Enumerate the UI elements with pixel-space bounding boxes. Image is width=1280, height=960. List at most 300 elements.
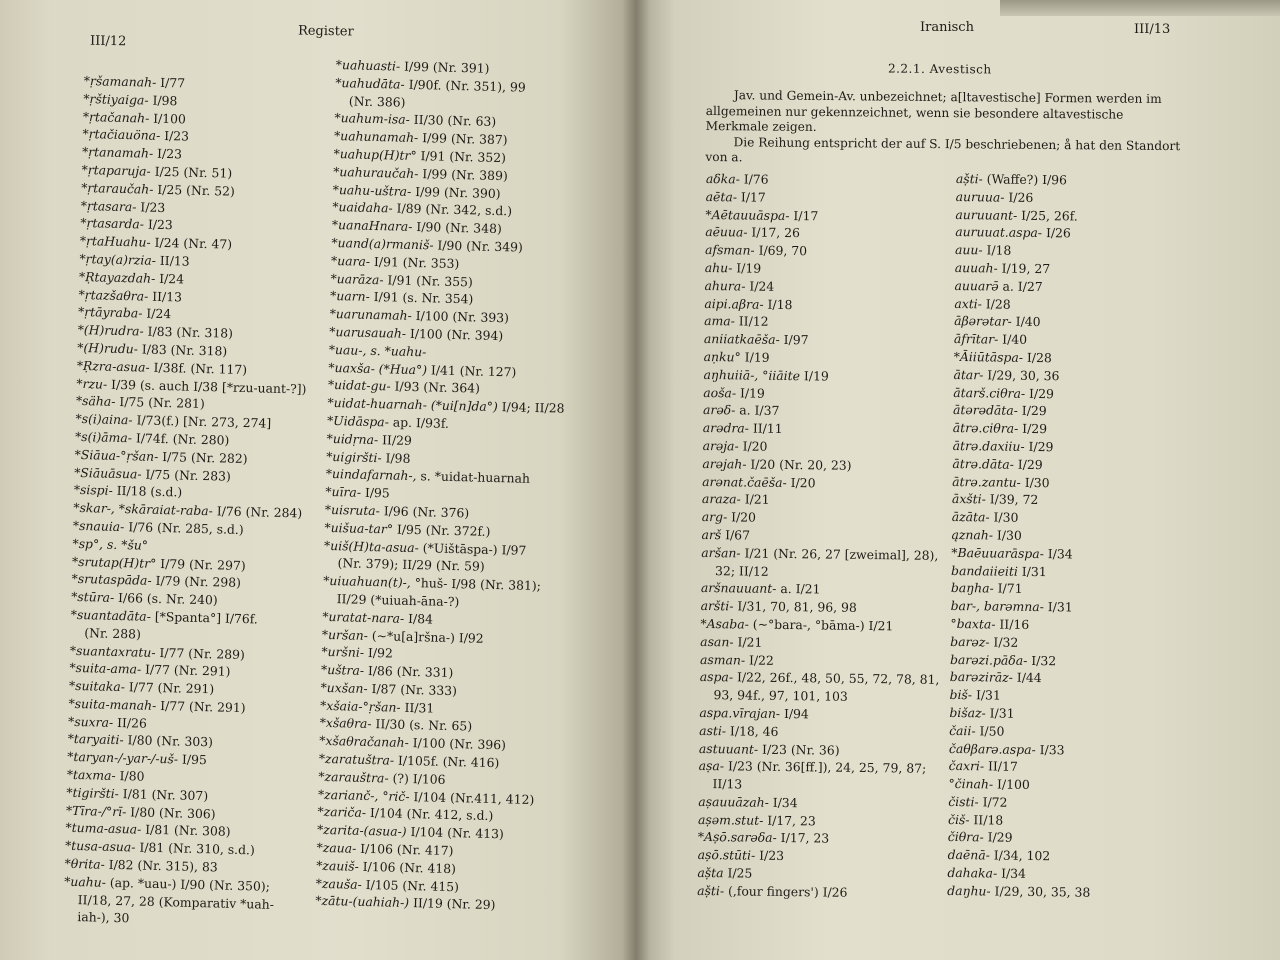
entry-reference: II/13 bbox=[152, 288, 183, 305]
entry-reference: I/19 bbox=[736, 260, 762, 276]
entry-lemma: *ṛtasarda- bbox=[80, 215, 145, 232]
entry-reference: a. I/27 bbox=[1002, 278, 1043, 294]
entry-lemma: aṣa- bbox=[698, 758, 725, 774]
entry-reference: I/17 bbox=[793, 207, 819, 223]
entry-lemma: *snauia- bbox=[72, 517, 125, 535]
entry-reference: °huš- I/98 (Nr. 381); bbox=[414, 575, 542, 594]
entry-lemma: *xšaθra- bbox=[319, 715, 372, 732]
entry-reference: I/99 (Nr. 391) bbox=[403, 58, 490, 76]
index-entry bbox=[956, 170, 1099, 190]
entry-lemma: *uara- bbox=[330, 252, 371, 269]
index-entry bbox=[699, 722, 939, 743]
entry-reference: I/20 (Nr. 20, 23) bbox=[750, 456, 852, 473]
entry-lemma: *uarunamah- bbox=[329, 306, 413, 324]
entry-lemma: bandaiieiti bbox=[951, 562, 1018, 579]
entry-lemma: aṣauuāzah- bbox=[698, 793, 769, 810]
entry-reference: I/106 (Nr. 417) bbox=[360, 840, 454, 859]
right-running-head: Iranisch bbox=[920, 20, 974, 35]
entry-reference: (~*u[a]ršna-) I/92 bbox=[371, 627, 484, 646]
entry-lemma: *Ṛzra-asua- bbox=[76, 357, 150, 375]
index-entry bbox=[954, 277, 1097, 297]
entry-reference: I/50 bbox=[979, 723, 1005, 739]
index-entry bbox=[952, 508, 1095, 528]
entry-reference: I/34 bbox=[1047, 545, 1073, 562]
entry-reference: I/20 bbox=[731, 509, 757, 525]
entry-lemma: araza- bbox=[701, 491, 741, 507]
intro-paragraph: Die Reihung entspricht der auf S. I/5 beschriebenen; å hat den Standort von a. bbox=[705, 134, 1181, 165]
entry-lemma: *Āiiūtāspa- bbox=[953, 348, 1024, 365]
entry-lemma: *suita-ama- bbox=[69, 660, 142, 677]
entry-lemma: *tuma-asua- bbox=[65, 820, 142, 838]
entry-reference: I/28 bbox=[985, 295, 1011, 312]
entry-lemma: axti- bbox=[954, 295, 982, 311]
entry-lemma: *uaidaha- bbox=[332, 199, 393, 216]
entry-reference: I/79 (Nr. 298) bbox=[155, 573, 242, 591]
index-entry bbox=[700, 633, 940, 654]
entry-reference: I/77 (Nr. 291) bbox=[128, 679, 215, 697]
index-entry bbox=[954, 330, 1097, 350]
entry-reference: I/84 bbox=[407, 610, 434, 627]
entry-reference: (*Uištāspa-) I/97 bbox=[422, 539, 527, 558]
entry-lemma: aoša- bbox=[703, 384, 737, 400]
entry-lemma: aṣ̌ti- bbox=[955, 170, 983, 187]
entry-reference: I/29 bbox=[1022, 420, 1048, 437]
entry-lemma: arənat.čaēša- bbox=[702, 473, 787, 490]
index-entry bbox=[952, 455, 1095, 475]
entry-lemma: ama- bbox=[704, 313, 735, 329]
entry-reference: I/72 bbox=[982, 794, 1008, 810]
entry-reference: I/17, 23 bbox=[767, 812, 816, 829]
index-entry bbox=[950, 615, 1093, 635]
entry-lemma: ātarš.ciθra- bbox=[953, 384, 1026, 401]
entry-lemma: dahaka- bbox=[947, 865, 998, 881]
entry-reference: I/67 bbox=[725, 527, 751, 543]
entry-lemma: barəzi.pāδa- bbox=[949, 651, 1028, 668]
entry-lemma: *stūra- bbox=[70, 588, 115, 606]
index-entry bbox=[948, 793, 1091, 813]
entry-reference: I/29 bbox=[1028, 438, 1054, 455]
entry-reference: I/30 bbox=[1024, 474, 1050, 490]
entry-reference: II/30 (s. Nr. 65) bbox=[375, 716, 473, 735]
entry-lemma: *(H)rudra- bbox=[77, 322, 144, 339]
index-entry bbox=[952, 473, 1095, 493]
entry-reference: I/69, 70 bbox=[758, 242, 808, 259]
entry-reference: I/31 bbox=[1021, 563, 1047, 579]
entry-reference: I/21 (Nr. 26, 27 [zweimal], 28), bbox=[744, 545, 939, 563]
entry-lemma: ātrə.ciθra- bbox=[952, 420, 1019, 436]
page-edge-stack bbox=[1000, 0, 1280, 16]
entry-lemma: *säha- bbox=[75, 393, 116, 410]
entry-reference: I/19 bbox=[803, 367, 829, 384]
entry-reference: II/31 bbox=[404, 699, 435, 716]
entry-lemma: auuarə̄ bbox=[954, 277, 999, 294]
index-entry bbox=[950, 633, 1093, 653]
entry-reference: I/34 bbox=[1001, 865, 1027, 881]
entry-lemma: *uahum-isa- bbox=[334, 110, 411, 128]
entry-lemma: aŋhuiiā-, °iiāite bbox=[703, 366, 801, 383]
entry-lemma: ātrə.zantu- bbox=[952, 473, 1021, 490]
entry-reference: I/98 bbox=[385, 449, 411, 466]
entry-lemma: āβərətar- bbox=[954, 313, 1012, 330]
entry-reference: iah-), 30 bbox=[77, 909, 130, 926]
entry-lemma: *s(i)āma- bbox=[74, 428, 133, 446]
entry-lemma: bišaz- bbox=[949, 704, 986, 721]
entry-lemma: arəjah- bbox=[702, 455, 747, 472]
entry-lemma: čaxri- bbox=[948, 758, 985, 774]
entry-lemma: *rzu- bbox=[76, 375, 108, 392]
entry-lemma: *Asaba- bbox=[700, 615, 749, 632]
entry-reference: II/12 bbox=[738, 313, 769, 330]
entry-reference: I/100 (Nr. 394) bbox=[409, 325, 504, 344]
entry-reference: a. I/37 bbox=[739, 402, 780, 419]
entry-lemma: aniiatkaēša- bbox=[703, 331, 780, 348]
entry-lemma: baŋha- bbox=[950, 580, 994, 596]
entry-reference: I/19 bbox=[739, 384, 765, 401]
entry-lemma: *ṛšamanah- bbox=[83, 72, 157, 90]
entry-lemma: *zauša- bbox=[315, 875, 362, 892]
entry-reference: I/32 bbox=[1031, 652, 1057, 668]
entry-lemma: *Tīra-/°rī- bbox=[65, 802, 127, 819]
entry-reference: I/22 bbox=[748, 652, 774, 668]
entry-reference: (?) I/106 bbox=[392, 770, 446, 787]
entry-lemma: *srutap(H)tr° bbox=[71, 553, 157, 571]
index-entry bbox=[954, 312, 1097, 332]
index-entry bbox=[953, 384, 1096, 404]
entry-lemma: arš bbox=[701, 526, 722, 543]
entry-reference: I/87 (Nr. 333) bbox=[371, 680, 458, 699]
entry-reference: I/44 bbox=[1016, 670, 1042, 686]
entry-lemma: *Baēuuarāspa- bbox=[951, 544, 1044, 561]
entry-lemma: *taryan-/-yar-/-uš- bbox=[67, 749, 179, 767]
entry-reference: I/32 bbox=[993, 634, 1019, 650]
entry-reference: I/77 (Nr. 289) bbox=[159, 644, 246, 662]
entry-reference: II/30 (Nr. 63) bbox=[413, 112, 497, 130]
entry-reference: II/29 bbox=[381, 431, 413, 448]
entry-reference: I/18, 46 bbox=[729, 723, 779, 739]
entry-lemma: auruua- bbox=[955, 188, 1005, 205]
entry-reference: I/24 (Nr. 47) bbox=[154, 234, 233, 252]
entry-reference: I/29 bbox=[1028, 385, 1055, 401]
entry-reference: I/26 bbox=[1008, 189, 1034, 205]
index-entry bbox=[706, 188, 946, 209]
entry-lemma: ātrə.daxiiu- bbox=[952, 437, 1025, 454]
entry-reference: (Nr. 379); II/29 (Nr. 59) bbox=[337, 555, 485, 575]
entry-reference: I/30 bbox=[993, 509, 1019, 525]
index-entry bbox=[947, 882, 1090, 902]
entry-lemma: *ṛtačiauöna- bbox=[82, 126, 161, 144]
entry-reference: II/18, 27, 28 (Komparativ *uah- bbox=[77, 891, 275, 912]
entry-reference: I/90 (Nr. 349) bbox=[437, 237, 523, 255]
entry-lemma: bar-, barəmna- bbox=[950, 598, 1044, 615]
entry-lemma: *ṛtaHuahu- bbox=[79, 233, 151, 250]
entry-reference: (Nr. 288) bbox=[84, 624, 142, 642]
entry-reference: I/104 (Nr. 413) bbox=[410, 824, 504, 842]
entry-lemma: ahura- bbox=[704, 277, 746, 294]
entry-reference: I/91 (Nr. 353) bbox=[373, 253, 460, 271]
entry-lemma: *tigiršti- bbox=[66, 784, 120, 801]
entry-lemma: čaii- bbox=[949, 722, 976, 738]
entry-lemma: *ṛtačanah- bbox=[82, 108, 150, 126]
index-entry bbox=[953, 437, 1096, 457]
entry-lemma: *ṛtaparuja- bbox=[81, 161, 151, 179]
entry-reference: I/22, 26f., 48, 50, 55, 72, 78, 81, bbox=[736, 669, 940, 688]
entry-lemma: *(H)rudu- bbox=[77, 339, 139, 357]
entry-reference: I/91 (Nr. 355) bbox=[387, 271, 474, 289]
entry-reference: I/100 bbox=[997, 776, 1030, 793]
entry-reference: I/76 bbox=[743, 171, 769, 187]
entry-lemma: aēuua- bbox=[705, 224, 748, 240]
entry-reference: 32; II/12 bbox=[715, 562, 769, 579]
entry-reference: II/11 bbox=[752, 420, 783, 437]
entry-reference: I/40 bbox=[1015, 314, 1041, 330]
entry-lemma: *uršni- bbox=[321, 644, 365, 661]
entry-reference: II/13 bbox=[712, 776, 743, 792]
entry-lemma: ātrə.dāta- bbox=[952, 455, 1014, 472]
entry-lemma: *taryaiti- bbox=[67, 731, 124, 748]
index-entry bbox=[950, 650, 1093, 670]
entry-reference: [*Spanta°] I/76f. bbox=[154, 608, 259, 627]
entry-reference: II/29 (*uiuah-āna-?) bbox=[336, 591, 460, 610]
entry-reference: I/31 bbox=[1047, 599, 1073, 615]
index-entry bbox=[949, 739, 1092, 759]
entry-lemma: auruuat.aspa- bbox=[955, 224, 1043, 241]
entry-lemma: *Siāuāsua- bbox=[74, 464, 142, 482]
entry-lemma: *xšaθračanah- bbox=[319, 733, 409, 751]
entry-reference: I/81 (Nr. 308) bbox=[145, 822, 231, 840]
entry-reference: I/19, 27 bbox=[1001, 260, 1051, 277]
entry-reference: (ap. *uau-) I/90 (Nr. 350); bbox=[109, 874, 271, 894]
index-entry bbox=[955, 206, 1098, 226]
entry-reference: I/29 bbox=[1021, 403, 1047, 419]
entry-reference: I/91 (s. Nr. 354) bbox=[373, 289, 474, 307]
entry-lemma: *θrita- bbox=[64, 855, 105, 872]
right-page-number: III/13 bbox=[1134, 22, 1171, 37]
entry-lemma: *zātu-(uahiah-) bbox=[315, 893, 410, 911]
entry-lemma: *uidat-huarnah- (*ui[n]da°) bbox=[327, 395, 499, 415]
index-entry bbox=[948, 775, 1091, 795]
entry-lemma: *zariča- bbox=[317, 804, 367, 821]
entry-lemma: arəδ- bbox=[702, 402, 736, 418]
entry-lemma: daēnā- bbox=[947, 847, 990, 863]
entry-lemma: auruuant- bbox=[955, 206, 1018, 223]
entry-reference: I/18 bbox=[767, 296, 793, 312]
entry-reference: I/29, 30, 36 bbox=[987, 367, 1060, 384]
entry-reference: I/99 (Nr. 387) bbox=[421, 130, 508, 148]
entry-lemma: *srutaspāda- bbox=[71, 571, 152, 589]
entry-lemma: aṣ̌ta bbox=[697, 865, 724, 881]
entry-lemma: aršti- bbox=[700, 598, 734, 614]
entry-reference: II/19 (Nr. 29) bbox=[412, 895, 496, 913]
entry-reference: (~°bara-, °bāma-) I/21 bbox=[752, 616, 894, 634]
entry-lemma: *uīra- bbox=[325, 483, 362, 500]
entry-reference: I/76 (Nr. 285, s.d.) bbox=[128, 519, 244, 537]
entry-reference: I/100 bbox=[153, 110, 187, 127]
entry-lemma: *uidat-gu- bbox=[327, 377, 391, 394]
entry-reference: I/90 (Nr. 348) bbox=[416, 219, 502, 237]
entry-lemma: astuuant- bbox=[698, 740, 759, 757]
index-entry bbox=[948, 828, 1091, 848]
entry-lemma: arəja- bbox=[702, 437, 739, 454]
right-index-column-2 bbox=[947, 170, 1099, 901]
entry-lemma: *uarusauah- bbox=[329, 323, 407, 341]
left-page-number: III/12 bbox=[89, 33, 127, 50]
entry-reference: I/89 (Nr. 342, s.d.) bbox=[396, 200, 513, 219]
entry-reference: I/77 (Nr. 291) bbox=[160, 697, 246, 716]
entry-reference: I/66 (s. Nr. 240) bbox=[117, 590, 218, 608]
entry-lemma: *ṛtazšaθra- bbox=[78, 286, 149, 304]
left-page bbox=[0, 0, 636, 960]
entry-lemma: āfrītar- bbox=[953, 331, 999, 347]
entry-lemma: arg- bbox=[701, 509, 728, 525]
entry-reference: I/17 bbox=[740, 189, 766, 205]
entry-reference: I/25 bbox=[727, 865, 753, 881]
entry-lemma: asti- bbox=[699, 722, 727, 738]
entry-lemma: *sispi- bbox=[73, 482, 113, 499]
entry-reference: I/80 (Nr. 306) bbox=[130, 804, 216, 822]
entry-reference: I/24 bbox=[749, 278, 775, 294]
entry-reference: ap. I/93f. bbox=[392, 414, 450, 431]
index-entry bbox=[955, 241, 1098, 261]
entry-lemma: ātar- bbox=[953, 366, 984, 383]
entry-lemma: aršnauuant- bbox=[700, 580, 777, 597]
entry-reference: I/86 (Nr. 331) bbox=[367, 663, 454, 681]
index-entry bbox=[954, 295, 1097, 315]
index-entry bbox=[951, 526, 1094, 546]
entry-lemma: barəzirāz- bbox=[949, 669, 1013, 686]
entry-lemma: aδka- bbox=[705, 170, 740, 187]
entry-reference: I/25 (Nr. 51) bbox=[154, 163, 233, 181]
entry-lemma: *uahup(H)tr° bbox=[333, 145, 417, 163]
entry-reference: I/104 (Nr.411, 412) bbox=[413, 788, 535, 807]
entry-lemma: *s(i)aina- bbox=[75, 411, 133, 428]
entry-reference: I/29 bbox=[1017, 456, 1043, 472]
entry-reference: a. I/21 bbox=[780, 581, 821, 597]
entry-lemma: daŋhu- bbox=[947, 882, 991, 899]
entry-lemma: *uišua-tar° bbox=[324, 519, 394, 537]
entry-reference: I/23 bbox=[140, 198, 166, 215]
entry-reference: I/104 (Nr. 412, s.d.) bbox=[369, 805, 494, 824]
entry-reference: I/79 (Nr. 297) bbox=[160, 555, 246, 573]
entry-reference: II/16 bbox=[999, 616, 1030, 632]
entry-lemma: aēta- bbox=[705, 188, 738, 205]
entry-lemma: *uand(a)rmaniš- bbox=[331, 234, 434, 253]
entry-reference: I/81 (Nr. 307) bbox=[122, 786, 209, 804]
entry-lemma: aṣ̌ti- bbox=[697, 882, 725, 899]
entry-reference: I/80 (Nr. 303) bbox=[127, 732, 214, 750]
entry-lemma: asan- bbox=[700, 633, 734, 650]
index-entry bbox=[953, 401, 1096, 421]
entry-reference: I/83 (Nr. 318) bbox=[147, 323, 234, 341]
entry-lemma: čaθβarə.aspa- bbox=[948, 740, 1036, 757]
entry-lemma: *skar-, *skāraiat-raba- bbox=[73, 499, 214, 519]
index-entry bbox=[949, 686, 1092, 706]
entry-reference: I/91 (Nr. 352) bbox=[420, 148, 507, 166]
entry-lemma: °činah- bbox=[948, 776, 994, 792]
index-entry bbox=[953, 419, 1096, 439]
index-entry bbox=[951, 562, 1094, 582]
index-entry bbox=[953, 366, 1096, 386]
entry-lemma: *uštra- bbox=[320, 661, 365, 678]
entry-reference: I/99 (Nr. 389) bbox=[422, 165, 508, 184]
entry-reference: I/95 bbox=[364, 484, 390, 501]
entry-reference: I/75 (Nr. 282) bbox=[162, 448, 248, 466]
entry-lemma: *tusa-asua- bbox=[64, 838, 136, 855]
entry-reference: I/34, 102 bbox=[993, 847, 1051, 864]
entry-reference: I/76 (Nr. 284) bbox=[216, 503, 303, 521]
entry-reference: I/26 bbox=[1045, 225, 1071, 241]
entry-lemma: *suita-manah- bbox=[68, 695, 157, 713]
entry-reference: I/20 bbox=[742, 438, 768, 454]
right-index-column-1 bbox=[697, 170, 945, 903]
entry-lemma: āxšti- bbox=[951, 491, 986, 507]
entry-lemma: *zauiš- bbox=[316, 857, 360, 874]
entry-reference: I/73(f.) [Nr. 273, 274] bbox=[136, 412, 272, 431]
index-entry bbox=[952, 490, 1095, 510]
entry-lemma: *uiuahuan(t)-, bbox=[322, 572, 411, 591]
entry-lemma: *uxšan- bbox=[320, 679, 368, 696]
entry-reference: I/81 (Nr. 310, s.d.) bbox=[139, 839, 255, 858]
entry-lemma: *xšaia-°ṛšan- bbox=[319, 697, 401, 715]
entry-reference: I/99 (Nr. 390) bbox=[415, 183, 501, 201]
entry-reference: II/18 bbox=[973, 811, 1004, 828]
entry-reference: II/17 bbox=[987, 758, 1018, 775]
left-index-column-1 bbox=[63, 72, 314, 932]
entry-reference: II/13 bbox=[159, 252, 190, 269]
entry-lemma: čiš- bbox=[947, 811, 970, 827]
entry-lemma: *uidṛna- bbox=[326, 430, 379, 447]
entry-reference: I/93 (Nr. 364) bbox=[394, 378, 481, 396]
entry-reference: I/23 bbox=[156, 146, 183, 162]
entry-reference: I/17, 26 bbox=[751, 224, 801, 241]
entry-reference: I/77 (Nr. 291) bbox=[144, 661, 231, 680]
entry-lemma: *uanaHnara- bbox=[331, 217, 413, 235]
entry-reference: I/94 bbox=[783, 705, 809, 722]
entry-reference: I/23 bbox=[759, 847, 785, 864]
entry-reference: I/38f. (Nr. 117) bbox=[153, 359, 248, 377]
entry-reference: I/82 (Nr. 315), 83 bbox=[108, 856, 218, 875]
entry-lemma: aipi.aβra- bbox=[704, 295, 764, 312]
index-entry bbox=[949, 757, 1092, 777]
entry-reference: I/19 bbox=[744, 349, 770, 365]
entry-reference: I/95 bbox=[181, 751, 208, 768]
entry-lemma: čiθra- bbox=[947, 829, 984, 845]
entry-lemma: arədra- bbox=[702, 420, 750, 436]
entry-lemma: *uahunamah- bbox=[333, 128, 419, 146]
index-entry bbox=[951, 597, 1094, 617]
index-entry bbox=[954, 348, 1097, 368]
entry-lemma: *ṛtāyraba- bbox=[77, 304, 143, 321]
entry-lemma: *Siāua-°ṛšan- bbox=[74, 446, 159, 464]
entry-lemma: *zaua- bbox=[316, 839, 357, 856]
entry-reference: I/105 (Nr. 415) bbox=[365, 876, 460, 894]
entry-lemma: *uahudāta- bbox=[335, 74, 405, 92]
entry-reference: I/24 bbox=[159, 270, 185, 287]
entry-reference: I/23 bbox=[164, 128, 190, 144]
entry-reference: I/97 bbox=[783, 332, 809, 348]
entry-reference: I/41 (Nr. 127) bbox=[430, 361, 517, 380]
entry-lemma: ātərədāta- bbox=[952, 402, 1018, 419]
entry-lemma: °baxta- bbox=[950, 615, 996, 632]
left-running-head: Register bbox=[297, 23, 354, 40]
entry-lemma: aṣəm.stut- bbox=[697, 811, 764, 828]
index-entry bbox=[703, 366, 943, 387]
entry-lemma: *suantaxratu- bbox=[69, 642, 156, 660]
index-entry bbox=[948, 811, 1091, 831]
entry-reference: I/80 bbox=[119, 768, 145, 784]
entry-reference: I/34 bbox=[772, 794, 798, 811]
entry-lemma: *zarita-(asua-) bbox=[316, 822, 407, 840]
entry-lemma: *Aētauuāspa- bbox=[705, 206, 790, 223]
